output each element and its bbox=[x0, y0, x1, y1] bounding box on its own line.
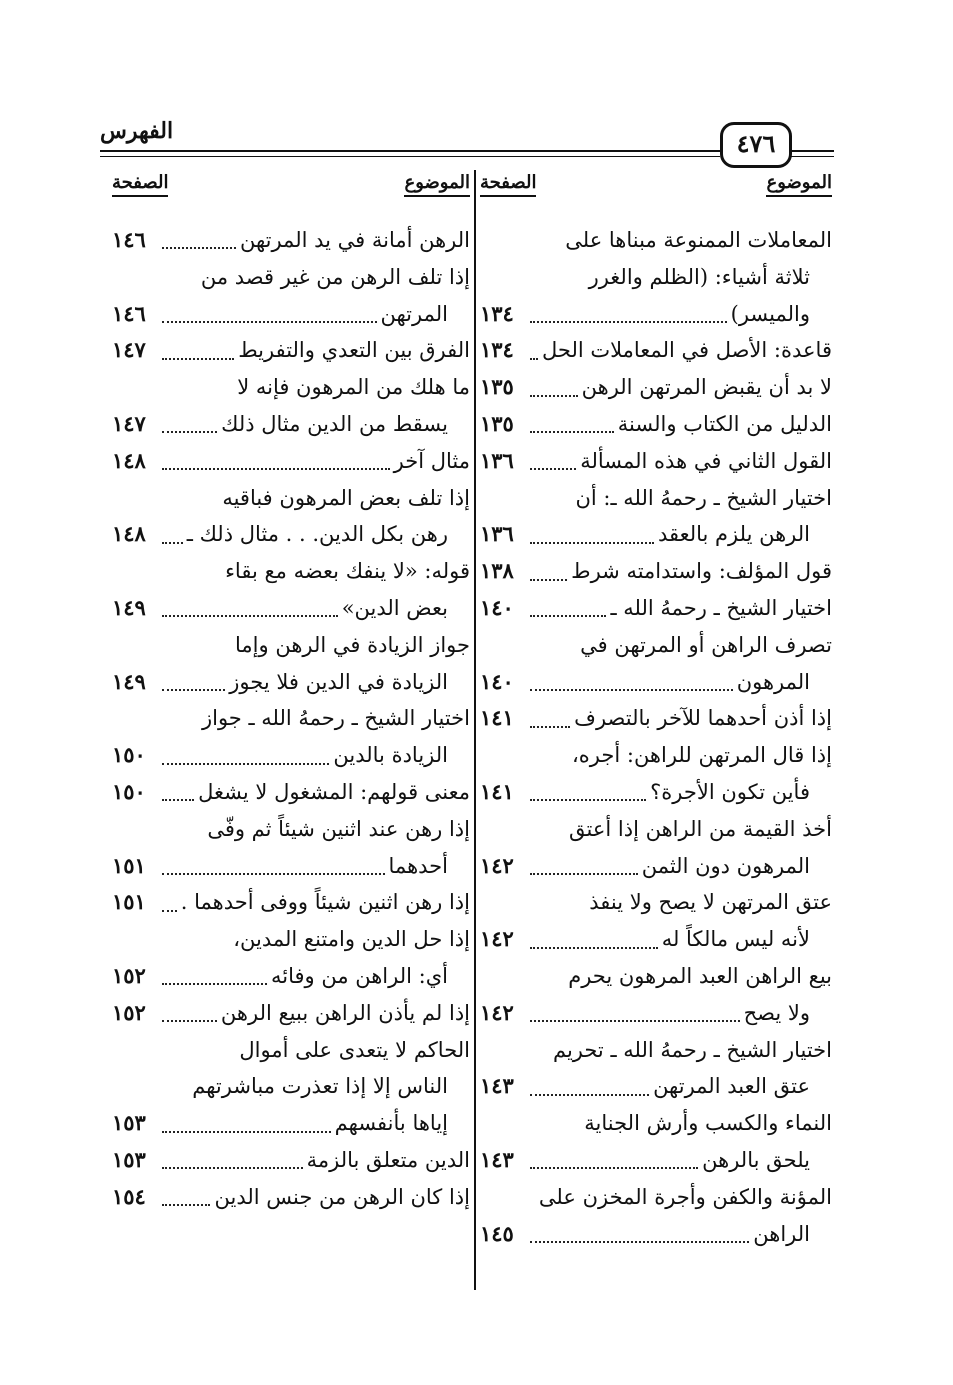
leader-dots bbox=[530, 615, 606, 617]
leader-dots bbox=[530, 799, 646, 801]
header-rule-right bbox=[790, 150, 834, 152]
entry-page-number: ١٤٠ bbox=[480, 668, 514, 694]
entry-topic: الدليل من الكتاب والسنة bbox=[617, 411, 832, 436]
page-number: ٤٧٦ bbox=[720, 122, 792, 168]
index-entry bbox=[112, 884, 470, 921]
page-heading: الصفحة bbox=[480, 172, 536, 197]
entry-topic: والميسر) bbox=[730, 301, 810, 326]
leader-dots bbox=[530, 431, 614, 433]
leader-dots bbox=[162, 468, 390, 470]
entry-page-number: ١٤٥ bbox=[480, 1220, 514, 1246]
index-entry bbox=[112, 590, 470, 627]
entry-topic: اختيار الشيخ ـ رحمهُ الله ـ bbox=[610, 595, 832, 620]
index-entry bbox=[112, 259, 470, 296]
left-column-header bbox=[112, 170, 470, 202]
index-entry bbox=[480, 921, 832, 958]
entry-topic: قوله: «لا ينفك بعضه مع بقاء bbox=[225, 559, 470, 584]
leader-dots bbox=[530, 689, 733, 691]
page-title: الفهرس bbox=[100, 118, 174, 144]
column-divider bbox=[474, 170, 476, 1290]
entry-page-number: ١٤١ bbox=[480, 778, 514, 804]
header-rule-left bbox=[100, 150, 720, 152]
index-entry bbox=[480, 443, 832, 480]
entry-page-number: ١٤١ bbox=[480, 705, 514, 731]
index-entry bbox=[112, 480, 470, 517]
left-entries bbox=[112, 222, 470, 1216]
entry-topic: اختيار الشيخ ـ رحمهُ الله ـ جواز bbox=[201, 706, 470, 731]
index-entry bbox=[480, 737, 832, 774]
leader-dots bbox=[162, 542, 183, 544]
entry-topic: إذا تلف بعض المرهون فباقيه bbox=[222, 485, 470, 510]
index-entry bbox=[480, 848, 832, 885]
header-rule-left-thin bbox=[100, 156, 720, 157]
index-entry bbox=[480, 222, 832, 259]
entry-topic: رهن بكل الدين. . . مثال ذلك ـ bbox=[186, 522, 448, 547]
entry-page-number: ١٤٠ bbox=[480, 594, 514, 620]
entry-topic: اختيار الشيخ ـ رحمهُ الله ـ تحريم bbox=[552, 1037, 832, 1062]
entry-page-number: ١٣٦ bbox=[480, 447, 514, 473]
topic-heading: الموضوع bbox=[404, 172, 470, 197]
leader-dots bbox=[162, 1131, 331, 1133]
entry-topic: إذا رهن اثنين شيئاً ووفى أحدهما . bbox=[180, 890, 470, 915]
index-entry bbox=[112, 296, 470, 333]
entry-page-number: ١٣٨ bbox=[480, 558, 514, 584]
entry-topic: قول المؤلف: واستدامته شرط bbox=[571, 559, 832, 584]
index-entry bbox=[480, 700, 832, 737]
entry-page-number: ١٤٩ bbox=[112, 594, 146, 620]
entry-topic: إذا كان الرهن من جنس الدين bbox=[214, 1184, 470, 1209]
entry-topic: الزيادة بالدين bbox=[333, 743, 448, 768]
leader-dots bbox=[162, 1204, 210, 1206]
index-entry bbox=[480, 627, 832, 664]
right-column-header bbox=[480, 170, 832, 202]
entry-topic: ما هلك من المرهون فإنه لا bbox=[237, 375, 470, 400]
right-entries bbox=[480, 222, 832, 1252]
index-entry bbox=[112, 811, 470, 848]
leader-dots bbox=[530, 358, 538, 360]
entry-topic: قاعدة: الأصل في المعاملات الحل bbox=[541, 338, 832, 363]
entry-topic: المرهون دون الثمن bbox=[641, 853, 810, 878]
entry-page-number: ١٤٩ bbox=[112, 668, 146, 694]
index-entry bbox=[480, 406, 832, 443]
leader-dots bbox=[530, 542, 654, 544]
entry-topic: يلحق بالرهن bbox=[702, 1147, 810, 1172]
entry-page-number: ١٥٢ bbox=[112, 962, 146, 988]
entry-topic: الفرق بين التعدي والتفريط bbox=[238, 338, 470, 363]
leader-dots bbox=[162, 799, 194, 801]
entry-topic: إذا رهن عند اثنين شيئاً ثم وفّى bbox=[207, 816, 470, 841]
entry-topic: أي: الراهن من وفائه bbox=[270, 963, 448, 988]
entry-topic: المرتهن bbox=[380, 301, 448, 326]
index-entry bbox=[112, 369, 470, 406]
index-entry bbox=[112, 332, 470, 369]
entry-topic: إياها بأنفسهم bbox=[334, 1111, 448, 1136]
left-column bbox=[112, 170, 470, 1216]
entry-topic: عتق المرتهن لا يصح ولا ينفذ bbox=[589, 890, 832, 915]
entry-page-number: ١٤٢ bbox=[480, 926, 514, 952]
index-entry bbox=[112, 1068, 470, 1105]
entry-topic: تصرف الراهن أو المرتهن في bbox=[580, 632, 832, 657]
leader-dots bbox=[530, 873, 638, 875]
entry-page-number: ١٣٦ bbox=[480, 521, 514, 547]
index-entry bbox=[112, 737, 470, 774]
leader-dots bbox=[530, 1020, 740, 1022]
entry-page-number: ١٥١ bbox=[112, 852, 146, 878]
index-entry bbox=[480, 958, 832, 995]
entry-topic: الرهن يلزم بالعقد bbox=[657, 522, 810, 547]
topic-heading: الموضوع bbox=[766, 172, 832, 197]
entry-topic: عتق العبد المرتهن bbox=[653, 1074, 810, 1099]
index-entry bbox=[480, 811, 832, 848]
entry-topic: الحاكم لا يتعدى على أموال bbox=[239, 1037, 470, 1062]
index-entry bbox=[112, 774, 470, 811]
page-heading: الصفحة bbox=[112, 172, 168, 197]
entry-topic: بعض الدين» bbox=[341, 595, 448, 620]
leader-dots bbox=[530, 321, 727, 323]
entry-page-number: ١٣٤ bbox=[480, 337, 514, 363]
entry-topic: المؤنة والكفن وأجرة المخزن على bbox=[538, 1184, 832, 1209]
entry-page-number: ١٣٥ bbox=[480, 374, 514, 400]
entry-page-number: ١٤٧ bbox=[112, 337, 146, 363]
index-entry bbox=[480, 1105, 832, 1142]
entry-page-number: ١٤٣ bbox=[480, 1073, 514, 1099]
entry-page-number: ١٤٨ bbox=[112, 521, 146, 547]
index-entry bbox=[112, 664, 470, 701]
index-entry bbox=[112, 1032, 470, 1069]
leader-dots bbox=[162, 983, 267, 985]
entry-topic: فأين تكون الأجرة؟ bbox=[650, 779, 810, 804]
entry-topic: ثلاثة أشياء: (الظلم والغرر bbox=[588, 264, 810, 289]
leader-dots bbox=[530, 726, 570, 728]
entry-topic: المعاملات الممنوعة مبناها على bbox=[565, 228, 832, 252]
entry-topic: أحدهما bbox=[388, 853, 448, 878]
entry-topic: الرهن أمانة في يد المرتهن bbox=[239, 228, 470, 252]
entry-topic: لأنه ليس مالكاً له bbox=[661, 927, 810, 952]
entry-topic: الناس إلا إذا تعذرت مباشرتهم bbox=[192, 1074, 448, 1099]
index-entry bbox=[112, 222, 470, 259]
index-entry bbox=[112, 627, 470, 664]
index-entry bbox=[112, 700, 470, 737]
index-entry bbox=[112, 406, 470, 443]
index-entry bbox=[480, 1179, 832, 1216]
entry-topic: اختيار الشيخ ـ رحمهُ الله ـ: أن bbox=[575, 485, 832, 510]
leader-dots bbox=[162, 763, 329, 765]
index-entry bbox=[480, 1032, 832, 1069]
leader-dots bbox=[162, 873, 385, 875]
entry-page-number: ١٥٠ bbox=[112, 778, 146, 804]
leader-dots bbox=[162, 615, 338, 617]
leader-dots bbox=[162, 358, 234, 360]
index-entry bbox=[480, 516, 832, 553]
entry-topic: أخذ القيمة من الراهن إذا أعتق bbox=[569, 816, 832, 841]
leader-dots bbox=[530, 1167, 698, 1169]
entry-page-number: ١٤٢ bbox=[480, 999, 514, 1025]
leader-dots bbox=[530, 1094, 649, 1096]
leader-dots bbox=[162, 689, 225, 691]
entry-topic: المرهون bbox=[736, 669, 810, 694]
index-entry bbox=[480, 1142, 832, 1179]
entry-page-number: ١٥١ bbox=[112, 889, 146, 915]
index-entry bbox=[112, 1105, 470, 1142]
leader-dots bbox=[530, 395, 578, 397]
index-entry bbox=[112, 921, 470, 958]
index-entry bbox=[480, 995, 832, 1032]
entry-page-number: ١٥٤ bbox=[112, 1183, 146, 1209]
index-entry bbox=[112, 958, 470, 995]
leader-dots bbox=[530, 947, 658, 949]
index-entry bbox=[112, 516, 470, 553]
leader-dots bbox=[530, 468, 576, 470]
entry-topic: الدين متعلق بالزمة bbox=[306, 1147, 470, 1172]
entry-topic: إذا قال المرتهن للراهن: أجره، bbox=[572, 743, 832, 768]
leader-dots bbox=[162, 910, 177, 912]
entry-topic: القول الثاني في هذه المسألة bbox=[580, 448, 832, 473]
entry-topic: بيع الراهن العبد المرهون يحرم bbox=[568, 963, 832, 988]
right-column bbox=[480, 170, 832, 1252]
entry-topic: مثال آخر bbox=[393, 448, 470, 473]
leader-dots bbox=[162, 1020, 217, 1022]
entry-topic: لا بد أن يقبض المرتهن الرهن bbox=[581, 375, 832, 400]
index-entry bbox=[480, 1068, 832, 1105]
entry-topic: إذا لم يأذن الراهن ببيع الرهن bbox=[220, 1000, 470, 1025]
entry-page-number: ١٣٥ bbox=[480, 410, 514, 436]
index-entry bbox=[112, 443, 470, 480]
entry-page-number: ١٤٨ bbox=[112, 447, 146, 473]
entry-page-number: ١٤٣ bbox=[480, 1146, 514, 1172]
index-entry bbox=[480, 553, 832, 590]
entry-topic: ولا يصح bbox=[743, 1000, 810, 1025]
entry-page-number: ١٣٤ bbox=[480, 300, 514, 326]
index-entry bbox=[480, 774, 832, 811]
entry-topic: جواز الزيادة في الرهن وإما bbox=[235, 632, 470, 657]
entry-page-number: ١٥٢ bbox=[112, 999, 146, 1025]
header-rule-right-thin bbox=[790, 156, 834, 157]
index-entry bbox=[480, 664, 832, 701]
entry-topic: معنى قولهم: المشغول لا يشغل bbox=[198, 779, 470, 804]
entry-page-number: ١٤٦ bbox=[112, 227, 146, 252]
index-entry bbox=[480, 884, 832, 921]
leader-dots bbox=[530, 579, 567, 581]
index-entry bbox=[112, 1179, 470, 1216]
entry-topic: إذا أذن أحدهما للآخر بالتصرف bbox=[574, 706, 832, 731]
index-entry bbox=[480, 332, 832, 369]
entry-topic: النماء والكسب وأرش الجناية bbox=[584, 1111, 832, 1136]
entry-topic: إذا تلف الرهن من غير قصد من bbox=[200, 264, 470, 289]
index-entry bbox=[112, 553, 470, 590]
leader-dots bbox=[162, 1167, 303, 1169]
entry-topic: يسقط من الدين مثال ذلك bbox=[221, 411, 448, 436]
entry-page-number: ١٤٢ bbox=[480, 852, 514, 878]
entry-page-number: ١٤٧ bbox=[112, 410, 146, 436]
leader-dots bbox=[162, 431, 217, 433]
index-entry bbox=[480, 1216, 832, 1253]
leader-dots bbox=[530, 1241, 749, 1243]
entry-topic: الزيادة في الدين فلا يجوز bbox=[229, 669, 448, 694]
index-entry bbox=[480, 259, 832, 296]
leader-dots bbox=[162, 247, 236, 249]
index-entry bbox=[480, 590, 832, 627]
entry-topic: إذا حل الدين وامتنع المدين، bbox=[233, 927, 470, 952]
leader-dots bbox=[162, 321, 377, 323]
entry-page-number: ١٥٣ bbox=[112, 1110, 146, 1136]
index-entry bbox=[480, 296, 832, 333]
entry-page-number: ١٥٠ bbox=[112, 742, 146, 768]
entry-topic: الراهن bbox=[753, 1221, 810, 1246]
index-entry bbox=[480, 369, 832, 406]
entry-page-number: ١٥٣ bbox=[112, 1146, 146, 1172]
index-entry bbox=[112, 995, 470, 1032]
entry-page-number: ١٤٦ bbox=[112, 300, 146, 326]
index-entry bbox=[112, 1142, 470, 1179]
index-entry bbox=[480, 480, 832, 517]
index-entry bbox=[112, 848, 470, 885]
